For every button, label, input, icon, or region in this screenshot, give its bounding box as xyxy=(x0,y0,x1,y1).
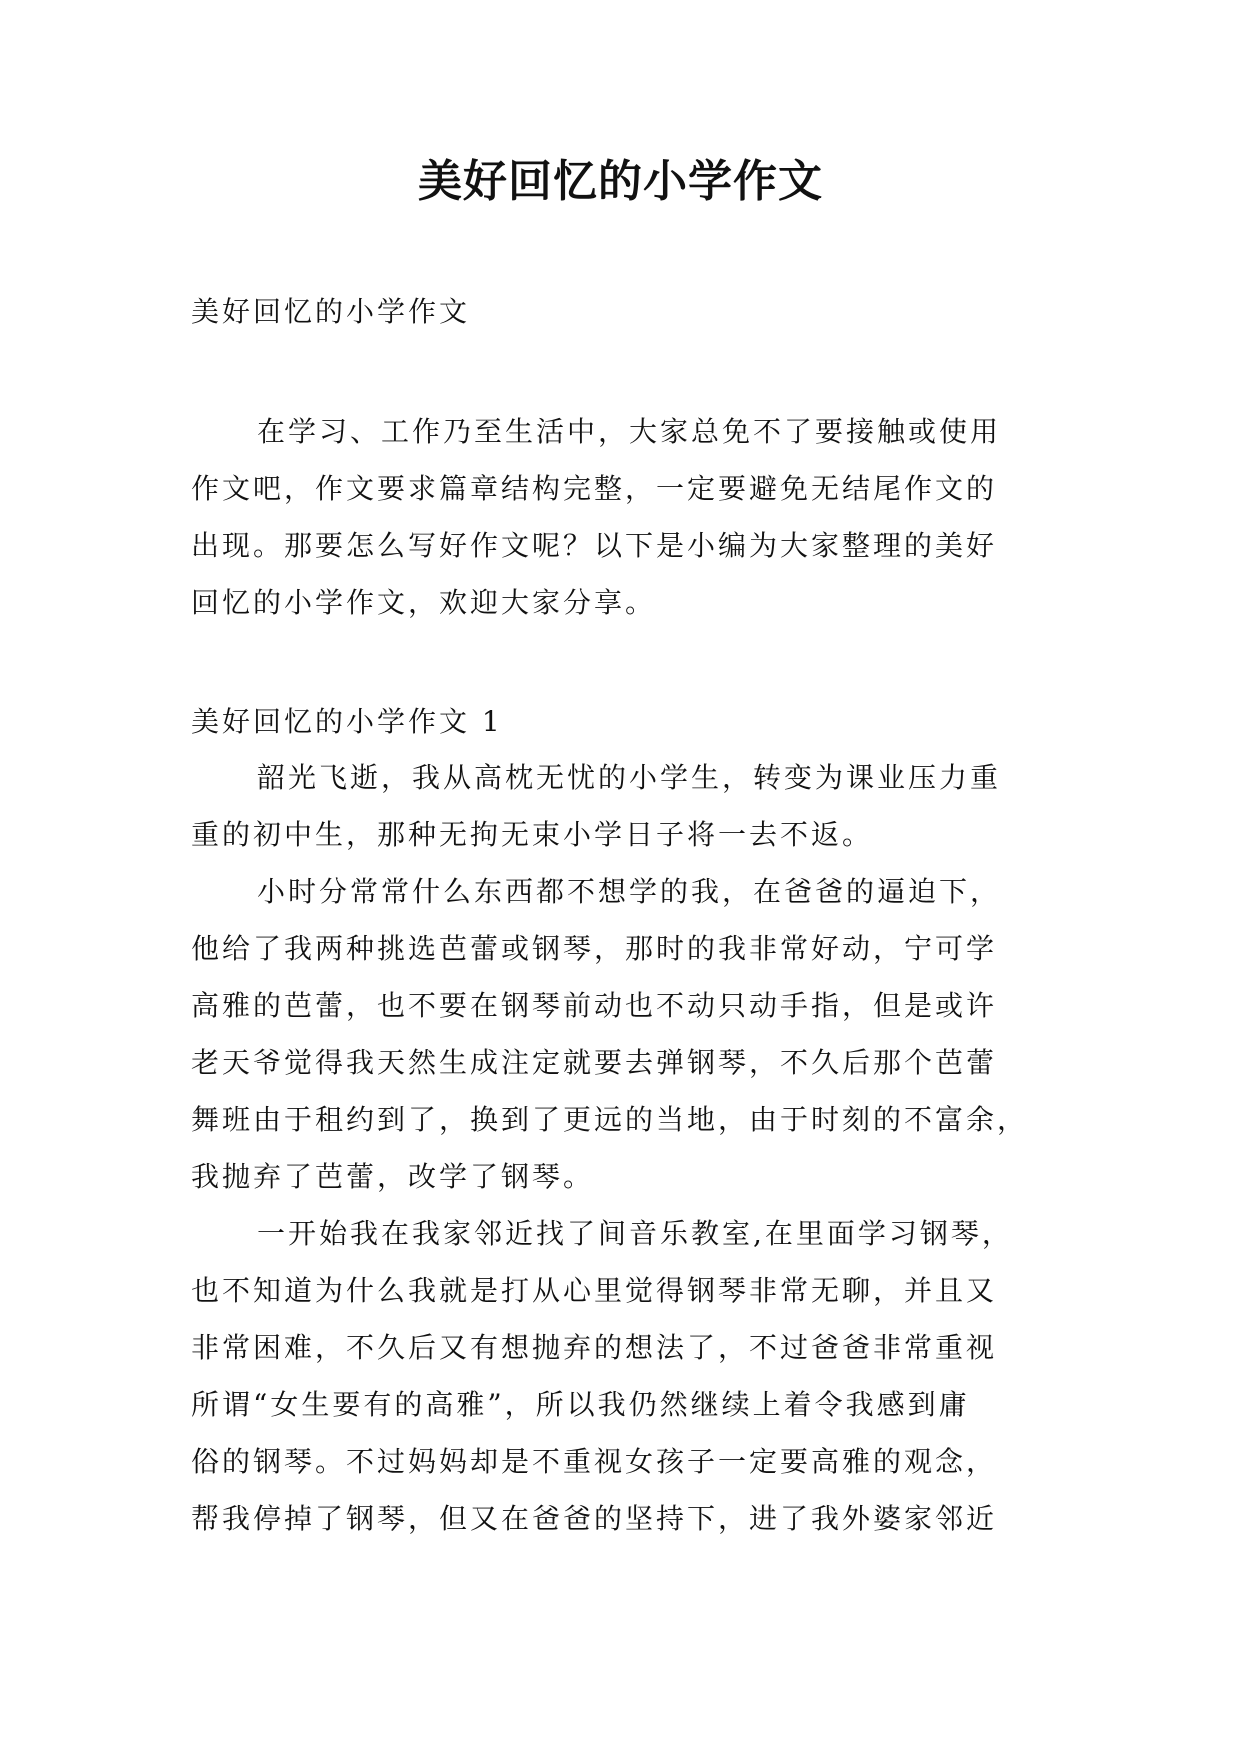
paragraph-line: 非常困难，不久后又有想抛弃的想法了，不过爸爸非常重视 xyxy=(191,1331,998,1364)
article-body xyxy=(191,749,1071,1547)
paragraph-line: 我抛弃了芭蕾，改学了钢琴。 xyxy=(191,1160,595,1193)
intro-line: 在学习、工作乃至生活中，大家总免不了要接触或使用 xyxy=(257,415,1002,448)
intro-line: 出现。那要怎么写好作文呢？以下是小编为大家整理的美好 xyxy=(191,529,998,562)
intro-line: 作文吧，作文要求篇章结构完整，一定要避免无结尾作文的 xyxy=(191,472,998,505)
paragraph-line: 一开始我在我家邻近找了间音乐教室,在里面学习钢琴， xyxy=(257,1217,1013,1250)
document-subtitle: 美好回忆的小学作文 xyxy=(191,295,471,328)
paragraph-line: 韶光飞逝，我从高枕无忧的小学生，转变为课业压力重 xyxy=(257,761,1002,794)
paragraph-line: 他给了我两种挑选芭蕾或钢琴，那时的我非常好动，宁可学 xyxy=(191,932,998,965)
paragraph-line: 重的初中生，那种无拘无束小学日子将一去不返。 xyxy=(191,818,874,851)
paragraph-line: 高雅的芭蕾，也不要在钢琴前动也不动只动手指，但是或许 xyxy=(191,989,998,1022)
document-title: 美好回忆的小学作文 xyxy=(418,156,823,207)
intro-paragraph xyxy=(191,403,1071,631)
paragraph-line: 舞班由于租约到了，换到了更远的当地，由于时刻的不富余， xyxy=(191,1103,1029,1136)
section-heading: 美好回忆的小学作文 1 xyxy=(191,705,503,738)
paragraph-line: 帮我停掉了钢琴，但又在爸爸的坚持下，进了我外婆家邻近 xyxy=(191,1502,998,1535)
intro-line: 回忆的小学作文，欢迎大家分享。 xyxy=(191,586,657,619)
paragraph-line: 老天爷觉得我天然生成注定就要去弹钢琴，不久后那个芭蕾 xyxy=(191,1046,998,1079)
paragraph-line: 所谓“女生要有的高雅”，所以我仍然继续上着令我感到庸 xyxy=(191,1388,970,1421)
paragraph-line: 也不知道为什么我就是打从心里觉得钢琴非常无聊，并且又 xyxy=(191,1274,998,1307)
paragraph-line: 俗的钢琴。不过妈妈却是不重视女孩子一定要高雅的观念， xyxy=(191,1445,998,1478)
paragraph-line: 小时分常常什么东西都不想学的我，在爸爸的逼迫下， xyxy=(257,875,1002,908)
